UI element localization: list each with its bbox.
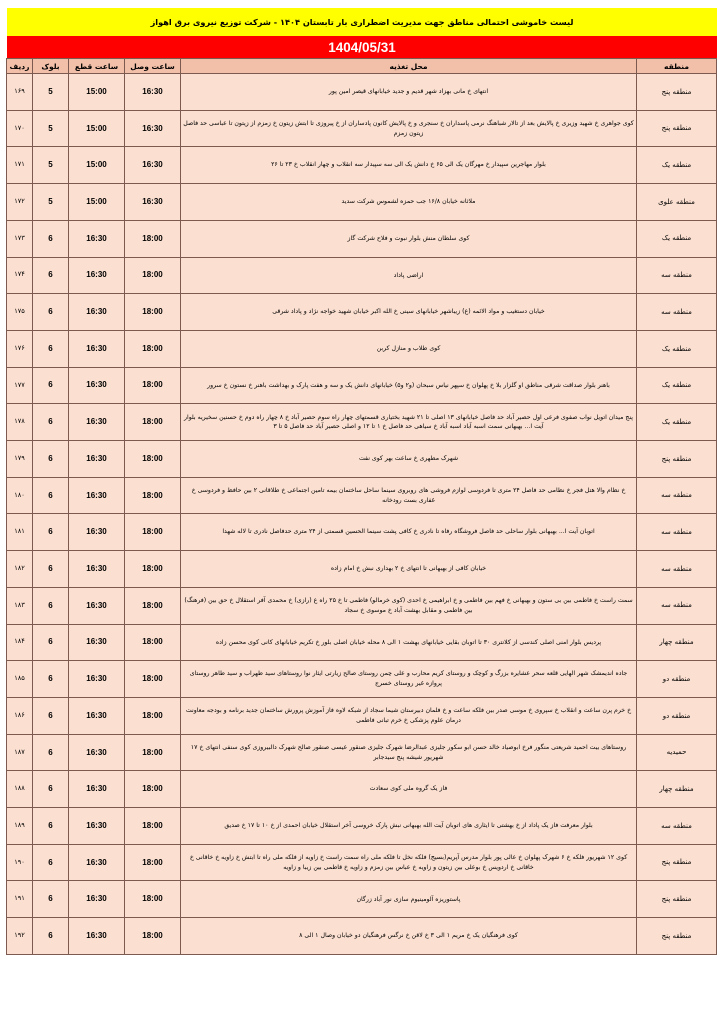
column-header-off-time: ساعت قطع bbox=[69, 59, 125, 74]
cell-index: ۱۸۵ bbox=[7, 661, 33, 698]
cell-zone: منطقه پنج bbox=[637, 918, 717, 955]
cell-feed: جاده اندیمشک شهر الهایی قلعه سحر عشایره بزرگ و کوچک و روستای کریم محارب و علی چمن روستای صالح زیارتی ایثار نوا روستاهای سید طهراب و سید طاهر روستای پروازه غیر روستای خسرج bbox=[181, 661, 637, 698]
cell-block: 6 bbox=[33, 551, 69, 588]
schedule-date: 1404/05/31 bbox=[328, 39, 396, 55]
cell-feed: بلوار مهاجرین سپیدار خ مهرگان یک الی ۶۵ خ دانش یک الی سه سپیدار سه انقلاب و چهار انقلاب خ ۲۳ تا ۲۶ bbox=[181, 147, 637, 184]
cell-feed: اتوبان آیت ا... بهبهانی بلوار ساحلی حد فاصل فروشگاه رفاه تا نادری خ کافی پشت سینما الحسین قسمتی از ۲۴ متری حدفاصل نادری تا لاله شهدا bbox=[181, 514, 637, 551]
cell-off-time: 16:30 bbox=[69, 771, 125, 808]
cell-off-time: 15:00 bbox=[69, 184, 125, 221]
cell-block: 6 bbox=[33, 404, 69, 441]
cell-index: ۱۸۳ bbox=[7, 587, 33, 624]
cell-index: ۱۷۲ bbox=[7, 184, 33, 221]
cell-on-time: 18:00 bbox=[125, 697, 181, 734]
cell-block: 6 bbox=[33, 367, 69, 404]
table-row bbox=[7, 808, 717, 845]
cell-feed: کوی طلاب و منازل کربن bbox=[181, 330, 637, 367]
cell-off-time: 16:30 bbox=[69, 404, 125, 441]
table-row bbox=[7, 220, 717, 257]
cell-index: ۱۷۷ bbox=[7, 367, 33, 404]
table-row bbox=[7, 74, 717, 111]
cell-on-time: 18:00 bbox=[125, 734, 181, 771]
cell-off-time: 16:30 bbox=[69, 918, 125, 955]
table-row bbox=[7, 477, 717, 514]
cell-off-time: 16:30 bbox=[69, 661, 125, 698]
cell-index: ۱۷۴ bbox=[7, 257, 33, 294]
cell-feed: کوی جواهری خ شهید وزیری خ پالایش بعد از تالار شباهنگ نرمی پاسداران خ سنجری و خ پالایش کانون پادساران از خ پیروزی تا ابتش زیتون خ زمزم از زیتون تا عباسی حد فاصل زیتون زمزم bbox=[181, 110, 637, 147]
cell-zone: منطقه سه bbox=[637, 294, 717, 331]
cell-feed: خ خرم پرن ساعت و انقلاب خ سپروی خ موسی صدر بین فلکه ساعت و خ فلمان دبیرستان شیما سجاد از شبکه لاوه فاز آموزش پرورش ساختمان جدید برنامه و بودجه معاونت درمان علوم پزشکی خ خرم تبانی فاطمی bbox=[181, 697, 637, 734]
cell-on-time: 18:00 bbox=[125, 881, 181, 918]
cell-feed: ملاثانه خیابان ۱۶/۸ جب حمزه لشموس شرکت سدید bbox=[181, 184, 637, 221]
cell-zone: منطقه پنج bbox=[637, 844, 717, 881]
cell-zone: منطقه سه bbox=[637, 477, 717, 514]
cell-index: ۱۹۱ bbox=[7, 881, 33, 918]
cell-index: ۱۸۷ bbox=[7, 734, 33, 771]
cell-zone: منطقه پنج bbox=[637, 110, 717, 147]
cell-index: ۱۷۵ bbox=[7, 294, 33, 331]
table-row bbox=[7, 404, 717, 441]
cell-index: ۱۸۲ bbox=[7, 551, 33, 588]
cell-off-time: 16:30 bbox=[69, 808, 125, 845]
table-row bbox=[7, 844, 717, 881]
cell-block: 6 bbox=[33, 771, 69, 808]
cell-block: 6 bbox=[33, 220, 69, 257]
cell-off-time: 16:30 bbox=[69, 367, 125, 404]
cell-off-time: 15:00 bbox=[69, 74, 125, 111]
cell-zone: منطقه یک bbox=[637, 404, 717, 441]
cell-block: 6 bbox=[33, 477, 69, 514]
cell-on-time: 18:00 bbox=[125, 918, 181, 955]
table-header bbox=[7, 59, 717, 74]
cell-block: 6 bbox=[33, 587, 69, 624]
cell-on-time: 16:30 bbox=[125, 74, 181, 111]
cell-block: 6 bbox=[33, 330, 69, 367]
cell-off-time: 16:30 bbox=[69, 697, 125, 734]
cell-zone: حمیدیه bbox=[637, 734, 717, 771]
cell-on-time: 18:00 bbox=[125, 587, 181, 624]
cell-on-time: 18:00 bbox=[125, 294, 181, 331]
page-title: لیست خاموشی احتمالی مناطق جهت مدیریت اضطراری بار تابستان ۱۴۰۴ - شرکت توزیع نیروی برق اهواز bbox=[150, 17, 574, 27]
cell-block: 6 bbox=[33, 441, 69, 478]
cell-zone: منطقه سه bbox=[637, 587, 717, 624]
cell-on-time: 18:00 bbox=[125, 771, 181, 808]
cell-block: 5 bbox=[33, 74, 69, 111]
cell-on-time: 18:00 bbox=[125, 551, 181, 588]
table-row bbox=[7, 330, 717, 367]
cell-on-time: 16:30 bbox=[125, 184, 181, 221]
cell-on-time: 16:30 bbox=[125, 110, 181, 147]
cell-zone: منطقه سه bbox=[637, 551, 717, 588]
cell-feed: کوی سلطان منش بلوار نبوت و فلاح شرکت گاز bbox=[181, 220, 637, 257]
cell-on-time: 18:00 bbox=[125, 477, 181, 514]
column-header-block: بلوک bbox=[33, 59, 69, 74]
cell-off-time: 16:30 bbox=[69, 881, 125, 918]
cell-off-time: 16:30 bbox=[69, 844, 125, 881]
cell-on-time: 18:00 bbox=[125, 808, 181, 845]
cell-feed: اراضی پاداد bbox=[181, 257, 637, 294]
cell-feed: خیابان کافی از بهبهانی تا انتهای خ ۲ بهداری نبش خ امام زاده bbox=[181, 551, 637, 588]
cell-zone: منطقه پنج bbox=[637, 74, 717, 111]
cell-index: ۱۷۶ bbox=[7, 330, 33, 367]
cell-feed: سمت راست خ فاطمی بین بی ستون و بهبهانی خ فهم بین فاطمی و خ ابراهیمی خ احدی (کوی خرمالو) فاطمی تا خ ۲۵ راه ع (رازی) خ محمدی آفر استقلال خ حق بین (فرهنگ) بین فاطمی و مقابل بهشت آباد خ موسوی خ سجاد bbox=[181, 587, 637, 624]
table-row bbox=[7, 587, 717, 624]
cell-feed: پاستوریزه آلومینیوم سازی نور آباد زرگان bbox=[181, 881, 637, 918]
table-row bbox=[7, 661, 717, 698]
table-row bbox=[7, 734, 717, 771]
cell-block: 6 bbox=[33, 661, 69, 698]
cell-on-time: 18:00 bbox=[125, 404, 181, 441]
cell-index: ۱۹۰ bbox=[7, 844, 33, 881]
cell-index: ۱۸۱ bbox=[7, 514, 33, 551]
table-header-row bbox=[7, 59, 717, 74]
cell-block: 6 bbox=[33, 514, 69, 551]
cell-off-time: 15:00 bbox=[69, 110, 125, 147]
cell-on-time: 18:00 bbox=[125, 514, 181, 551]
cell-zone: منطقه سه bbox=[637, 257, 717, 294]
table-row bbox=[7, 110, 717, 147]
cell-off-time: 16:30 bbox=[69, 734, 125, 771]
cell-feed: کوی ۱۲ شهریور فلکه خ ۶ شهرک پهلوان خ عالی پور بلوار مدرس آپریم(بسیج) فلکه نخل تا فلکه ملی راه سمت راست خ زاویه از فلکه ملی راه تا ابتش خ زاویه خ خاقانی خ خاقانی خ اردویس خ بوعلی بین زیتون و زاویه خ عباس بین زمزم و زاویه خ قاطمی بین زیبا و زاویه bbox=[181, 844, 637, 881]
cell-off-time: 16:30 bbox=[69, 477, 125, 514]
cell-off-time: 16:30 bbox=[69, 220, 125, 257]
cell-index: ۱۸۶ bbox=[7, 697, 33, 734]
cell-zone: منطقه پنج bbox=[637, 881, 717, 918]
table-row bbox=[7, 367, 717, 404]
cell-zone: منطقه دو bbox=[637, 661, 717, 698]
cell-on-time: 16:30 bbox=[125, 147, 181, 184]
cell-off-time: 16:30 bbox=[69, 587, 125, 624]
column-header-on-time: ساعت وصل bbox=[125, 59, 181, 74]
cell-index: ۱۶۹ bbox=[7, 74, 33, 111]
cell-block: 6 bbox=[33, 257, 69, 294]
cell-block: 6 bbox=[33, 624, 69, 661]
table-row bbox=[7, 294, 717, 331]
table-row bbox=[7, 697, 717, 734]
cell-on-time: 18:00 bbox=[125, 257, 181, 294]
column-header-index: ردیف bbox=[7, 59, 33, 74]
cell-zone: منطقه یک bbox=[637, 147, 717, 184]
cell-index: ۱۸۸ bbox=[7, 771, 33, 808]
cell-index: ۱۷۳ bbox=[7, 220, 33, 257]
cell-on-time: 18:00 bbox=[125, 661, 181, 698]
cell-off-time: 16:30 bbox=[69, 441, 125, 478]
cell-feed: خیابان دستغیب و مواد الائمه (ع) زیباشهر خیابانهای سینی خ الله اکبر خیابان شهید خواجه نژاد و پاداد شرقی bbox=[181, 294, 637, 331]
document-date-bar bbox=[7, 36, 717, 58]
cell-zone: منطقه دو bbox=[637, 697, 717, 734]
cell-feed: پردیس بلوار امنی اصلی کندسی از کلانتری ۳۰ تا اتوبان بقایی خیابانهای بهشت ۱ الی ۸ محله خیابان اصلی بلور خ تکریم خیابانهای کانی کوی محسن زاده bbox=[181, 624, 637, 661]
cell-block: 5 bbox=[33, 110, 69, 147]
cell-block: 6 bbox=[33, 294, 69, 331]
cell-off-time: 16:30 bbox=[69, 330, 125, 367]
cell-index: ۱۹۲ bbox=[7, 918, 33, 955]
cell-on-time: 18:00 bbox=[125, 844, 181, 881]
outage-table bbox=[6, 58, 717, 955]
cell-block: 5 bbox=[33, 147, 69, 184]
cell-block: 6 bbox=[33, 881, 69, 918]
cell-zone: منطقه چهار bbox=[637, 624, 717, 661]
cell-zone: منطقه یک bbox=[637, 220, 717, 257]
table-row bbox=[7, 514, 717, 551]
cell-off-time: 16:30 bbox=[69, 294, 125, 331]
cell-block: 5 bbox=[33, 184, 69, 221]
cell-index: ۱۷۹ bbox=[7, 441, 33, 478]
table-row bbox=[7, 257, 717, 294]
cell-index: ۱۸۴ bbox=[7, 624, 33, 661]
cell-block: 6 bbox=[33, 697, 69, 734]
cell-on-time: 18:00 bbox=[125, 330, 181, 367]
document-title-bar bbox=[7, 8, 717, 36]
cell-block: 6 bbox=[33, 918, 69, 955]
column-header-zone: منطقه bbox=[637, 59, 717, 74]
cell-feed: شهرک مطهری خ ساعت بهر کوی نفت bbox=[181, 441, 637, 478]
cell-off-time: 15:00 bbox=[69, 147, 125, 184]
cell-zone: منطقه یک bbox=[637, 330, 717, 367]
cell-on-time: 18:00 bbox=[125, 367, 181, 404]
table-row bbox=[7, 551, 717, 588]
table-row bbox=[7, 147, 717, 184]
column-header-feed: محل تغذیه bbox=[181, 59, 637, 74]
cell-index: ۱۷۸ bbox=[7, 404, 33, 441]
cell-feed: باهنر بلوار صداقت شرقی مناطق او گلزار بلا خ پهلوان خ سپهر نیاس سبحان (و۲ و۵) خیابانهای دانش یک و سه و هفت پارک و بهداشت باهنر خ نستون خ سرور bbox=[181, 367, 637, 404]
cell-index: ۱۸۰ bbox=[7, 477, 33, 514]
cell-off-time: 16:30 bbox=[69, 514, 125, 551]
cell-index: ۱۷۱ bbox=[7, 147, 33, 184]
cell-block: 6 bbox=[33, 844, 69, 881]
cell-block: 6 bbox=[33, 808, 69, 845]
table-body bbox=[7, 74, 717, 955]
table-row bbox=[7, 881, 717, 918]
cell-feed: پنج میدان اتویل نواب صفوی فرعی اول حصیر آباد حد فاصل خیابانهای ۱۳ اصلی تا ۲۱ شهید بختیاری قسمتهای چهار راه سوم حصیر آباد خ ۸ چهار راه دوم خ حسنین سخیریه بلوار آیت ا... بهبهانی سمت اسبه آباد اسبه آباد خ سیاهی حد فاصل خ ۱ تا ۱۲ و اصلی حصیر آباد حد فاصل ۵ تا ۳ bbox=[181, 404, 637, 441]
table-row bbox=[7, 184, 717, 221]
cell-off-time: 16:30 bbox=[69, 257, 125, 294]
cell-feed: بلوار معرفت فاز یک پاداد از خ بهشتی تا ایثاری های اتوبان آیت الله بهبهانی نبش پارک خروسی آخر استقلال خیابان احمدی از خ ۱۰ تا ۱۷ خ صدیق bbox=[181, 808, 637, 845]
table-row bbox=[7, 771, 717, 808]
cell-feed: کوی فرهنگیان یک خ مریم ۱ الی ۳ خ لاقن خ نرگس فرهنگیان دو خیابان وصال ۱ الی ۸ bbox=[181, 918, 637, 955]
cell-off-time: 16:30 bbox=[69, 551, 125, 588]
table-row bbox=[7, 441, 717, 478]
cell-feed: انتهای خ مانی بهزاد شهر قدیم و جدید خیابانهای قیصر امین پور bbox=[181, 74, 637, 111]
cell-on-time: 18:00 bbox=[125, 624, 181, 661]
table-row bbox=[7, 918, 717, 955]
cell-zone: منطقه سه bbox=[637, 514, 717, 551]
table-row bbox=[7, 624, 717, 661]
cell-zone: منطقه علوی bbox=[637, 184, 717, 221]
cell-feed: روستاهای بیت احمید شریعتی منگور فرخ ابوصیاد خالد حسن ابو سکور جلیزی عبدالرضا شهرک جلیزی صنقور عیسی صنقور صالح شهرک دالبیروزی کوی سنفی انتهای خ ۱۷ شهریور شیشه پنج سیدجابر bbox=[181, 734, 637, 771]
cell-block: 6 bbox=[33, 734, 69, 771]
cell-index: ۱۷۰ bbox=[7, 110, 33, 147]
cell-zone: منطقه یک bbox=[637, 367, 717, 404]
cell-index: ۱۸۹ bbox=[7, 808, 33, 845]
cell-off-time: 16:30 bbox=[69, 624, 125, 661]
cell-on-time: 18:00 bbox=[125, 441, 181, 478]
cell-zone: منطقه چهار bbox=[637, 771, 717, 808]
cell-zone: منطقه سه bbox=[637, 808, 717, 845]
cell-feed: خ نظام والا هتل فجر خ نظامی حد فاصل ۲۴ متری تا فردوسی لوازم فروشی های روبروی سینما ساحل ساختمان بیمه تامین اجتماعی خ طلاقانی ۲ بین حافظ و فردوسی خ غفاری بست رودخانه bbox=[181, 477, 637, 514]
cell-zone: منطقه پنج bbox=[637, 441, 717, 478]
cell-feed: فاز یک گروه ملی کوی سعادت bbox=[181, 771, 637, 808]
cell-on-time: 18:00 bbox=[125, 220, 181, 257]
